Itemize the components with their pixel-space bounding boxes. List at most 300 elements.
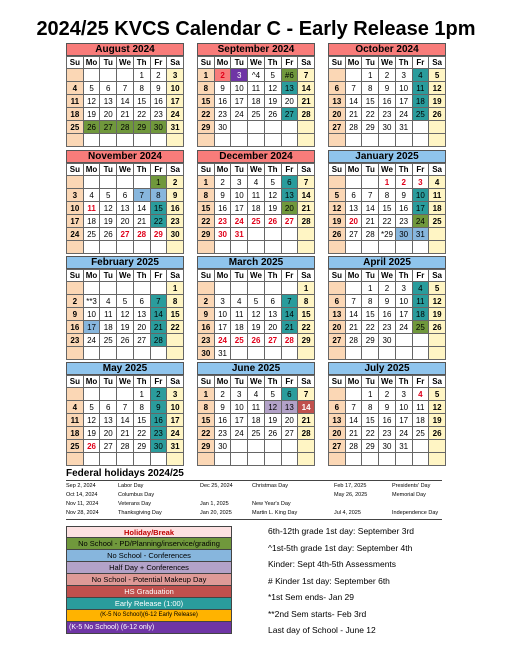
empty-day-cell bbox=[150, 453, 167, 466]
day-cell: 5 bbox=[100, 189, 117, 202]
day-cell: 10 bbox=[67, 202, 84, 215]
empty-day-cell bbox=[167, 241, 184, 254]
weekday-label: Mo bbox=[345, 270, 362, 282]
weekday-label: Th bbox=[133, 164, 150, 176]
day-cell: 7 bbox=[298, 69, 315, 82]
weekday-label: Th bbox=[395, 57, 412, 69]
day-cell: 14 bbox=[345, 308, 362, 321]
legend-item: Early Release (1:00) bbox=[66, 598, 232, 610]
day-cell: 13 bbox=[100, 95, 117, 108]
weekday-label: Su bbox=[329, 164, 346, 176]
empty-day-cell bbox=[345, 347, 362, 360]
day-cell: 12 bbox=[83, 95, 100, 108]
empty-day-cell bbox=[248, 453, 265, 466]
day-cell: 21 bbox=[117, 427, 134, 440]
day-cell: 15 bbox=[133, 95, 150, 108]
day-cell: 6 bbox=[100, 401, 117, 414]
weekday-label: Fr bbox=[150, 57, 167, 69]
month-calendar bbox=[66, 150, 184, 254]
weekday-label: Mo bbox=[214, 376, 231, 388]
day-cell: 4 bbox=[83, 189, 100, 202]
day-cell: 16 bbox=[395, 202, 412, 215]
day-cell: 10 bbox=[167, 82, 184, 95]
day-cell: 1 bbox=[198, 69, 215, 82]
empty-day-cell bbox=[83, 176, 100, 189]
empty-day-cell bbox=[67, 134, 84, 147]
holiday-name: Thanksgiving Day bbox=[118, 510, 162, 516]
day-cell: 10 bbox=[231, 401, 248, 414]
empty-day-cell bbox=[198, 241, 215, 254]
empty-day-cell bbox=[429, 440, 446, 453]
day-cell: 11 bbox=[248, 189, 265, 202]
day-cell: 25 bbox=[248, 427, 265, 440]
day-cell: 27 bbox=[329, 440, 346, 453]
day-cell: 24 bbox=[214, 334, 231, 347]
day-cell: 21 bbox=[362, 215, 379, 228]
day-cell: 7 bbox=[281, 295, 298, 308]
holiday-date: Nov 11, 2024 bbox=[66, 501, 99, 507]
empty-day-cell bbox=[362, 134, 379, 147]
empty-day-cell bbox=[231, 241, 248, 254]
day-cell: 26 bbox=[264, 427, 281, 440]
empty-day-cell bbox=[100, 134, 117, 147]
day-cell: 2 bbox=[395, 176, 412, 189]
weekday-label: Su bbox=[198, 164, 215, 176]
empty-day-cell bbox=[100, 241, 117, 254]
federal-divider bbox=[66, 480, 442, 481]
day-cell: 12 bbox=[264, 82, 281, 95]
day-cell: 3 bbox=[412, 176, 429, 189]
day-cell: 21 bbox=[345, 321, 362, 334]
day-cell: 30 bbox=[214, 121, 231, 134]
holiday-date: Jan 1, 2025 bbox=[200, 501, 229, 507]
day-cell: 7 bbox=[362, 189, 379, 202]
weekday-label: Tu bbox=[362, 57, 379, 69]
weekday-label: Tu bbox=[362, 270, 379, 282]
day-cell: 19 bbox=[429, 308, 446, 321]
day-cell: 10 bbox=[231, 189, 248, 202]
day-cell: 31 bbox=[395, 440, 412, 453]
weekday-label: Sa bbox=[167, 164, 184, 176]
empty-day-cell bbox=[150, 282, 167, 295]
day-cell: 7 bbox=[117, 82, 134, 95]
note-line: 6th-12th grade 1st day: September 3rd bbox=[268, 526, 415, 536]
day-cell: 7 bbox=[345, 82, 362, 95]
day-cell: 9 bbox=[150, 401, 167, 414]
empty-day-cell bbox=[100, 388, 117, 401]
empty-day-cell bbox=[298, 440, 315, 453]
empty-day-cell bbox=[264, 347, 281, 360]
day-cell: 26 bbox=[264, 215, 281, 228]
day-cell: 10 bbox=[83, 308, 100, 321]
day-cell: 4 bbox=[231, 295, 248, 308]
day-cell: 1 bbox=[150, 176, 167, 189]
day-cell: 19 bbox=[83, 108, 100, 121]
day-cell: 28 bbox=[345, 334, 362, 347]
day-cell: 30 bbox=[150, 121, 167, 134]
day-cell: 6 bbox=[281, 388, 298, 401]
day-cell: 10 bbox=[395, 401, 412, 414]
day-cell: 12 bbox=[83, 414, 100, 427]
day-cell: 15 bbox=[133, 414, 150, 427]
legend-item: No School - Conferences bbox=[66, 550, 232, 562]
day-cell: 9 bbox=[379, 295, 396, 308]
legend bbox=[66, 526, 232, 634]
day-cell: 10 bbox=[214, 308, 231, 321]
day-cell: 23 bbox=[379, 427, 396, 440]
day-cell: 7 bbox=[117, 401, 134, 414]
weekday-label: Sa bbox=[167, 270, 184, 282]
day-cell: 19 bbox=[100, 215, 117, 228]
weekday-label: We bbox=[379, 164, 396, 176]
day-cell: 22 bbox=[362, 427, 379, 440]
day-cell: 11 bbox=[67, 95, 84, 108]
day-cell: 5 bbox=[117, 295, 134, 308]
empty-day-cell bbox=[412, 334, 429, 347]
day-cell: 17 bbox=[231, 95, 248, 108]
day-cell: 4 bbox=[412, 388, 429, 401]
weekday-label: Mo bbox=[83, 376, 100, 388]
day-cell: 2 bbox=[198, 295, 215, 308]
day-cell: 7 bbox=[298, 176, 315, 189]
day-cell: 15 bbox=[379, 202, 396, 215]
day-cell: 5 bbox=[83, 82, 100, 95]
empty-day-cell bbox=[100, 176, 117, 189]
day-cell: 29 bbox=[133, 121, 150, 134]
day-cell: 26 bbox=[117, 334, 134, 347]
empty-day-cell bbox=[167, 453, 184, 466]
day-cell: 6 bbox=[133, 295, 150, 308]
day-cell: 6 bbox=[264, 295, 281, 308]
day-cell: 1 bbox=[167, 282, 184, 295]
day-cell: 20 bbox=[281, 414, 298, 427]
day-cell: 8 bbox=[298, 295, 315, 308]
empty-day-cell bbox=[395, 453, 412, 466]
empty-day-cell bbox=[429, 241, 446, 254]
empty-day-cell bbox=[264, 228, 281, 241]
day-cell: 10 bbox=[395, 295, 412, 308]
day-cell: 31 bbox=[412, 228, 429, 241]
day-cell: 27 bbox=[281, 427, 298, 440]
day-cell: 13 bbox=[329, 308, 346, 321]
day-cell: 28 bbox=[281, 334, 298, 347]
day-cell: 30 bbox=[214, 228, 231, 241]
empty-day-cell bbox=[133, 134, 150, 147]
day-cell: 29 bbox=[150, 228, 167, 241]
day-cell: 14 bbox=[298, 189, 315, 202]
day-cell: 30 bbox=[167, 228, 184, 241]
weekday-label: Sa bbox=[298, 270, 315, 282]
month-calendar bbox=[66, 43, 184, 147]
day-cell: 6 bbox=[117, 189, 134, 202]
day-cell: 20 bbox=[281, 202, 298, 215]
day-cell: 18 bbox=[248, 95, 265, 108]
day-cell: 30 bbox=[150, 440, 167, 453]
empty-day-cell bbox=[379, 241, 396, 254]
day-cell: 25 bbox=[248, 215, 265, 228]
weekday-label: We bbox=[117, 270, 134, 282]
day-cell: 16 bbox=[214, 202, 231, 215]
weekday-label: Su bbox=[329, 57, 346, 69]
day-cell: 16 bbox=[379, 414, 396, 427]
day-cell: 21 bbox=[345, 427, 362, 440]
empty-day-cell bbox=[329, 241, 346, 254]
month-calendar bbox=[197, 362, 315, 466]
empty-day-cell bbox=[117, 241, 134, 254]
day-cell: 23 bbox=[379, 108, 396, 121]
empty-day-cell bbox=[281, 453, 298, 466]
day-cell: 7 bbox=[298, 388, 315, 401]
day-cell: 16 bbox=[150, 414, 167, 427]
day-cell: 14 bbox=[298, 82, 315, 95]
weekday-label: Mo bbox=[214, 57, 231, 69]
day-cell: 18 bbox=[67, 108, 84, 121]
empty-day-cell bbox=[429, 453, 446, 466]
day-cell: 15 bbox=[198, 414, 215, 427]
day-cell: 13 bbox=[329, 95, 346, 108]
weekday-label: Th bbox=[264, 376, 281, 388]
day-cell: 10 bbox=[167, 401, 184, 414]
day-cell: 29 bbox=[362, 334, 379, 347]
day-cell: 24 bbox=[231, 427, 248, 440]
day-cell: 22 bbox=[362, 108, 379, 121]
day-cell: 31 bbox=[167, 440, 184, 453]
day-cell: **3 bbox=[83, 295, 100, 308]
weekday-label: Th bbox=[395, 270, 412, 282]
weekday-label: Mo bbox=[345, 57, 362, 69]
empty-day-cell bbox=[379, 134, 396, 147]
month-calendar bbox=[328, 362, 446, 466]
federal-holiday-row bbox=[66, 492, 442, 501]
weekday-label: Fr bbox=[150, 270, 167, 282]
day-cell: 5 bbox=[329, 189, 346, 202]
empty-day-cell bbox=[248, 134, 265, 147]
weekday-label: Su bbox=[67, 57, 84, 69]
weekday-label: Mo bbox=[214, 164, 231, 176]
weekday-label: We bbox=[248, 57, 265, 69]
day-cell: 17 bbox=[231, 202, 248, 215]
empty-day-cell bbox=[117, 134, 134, 147]
empty-day-cell bbox=[248, 282, 265, 295]
day-cell: 11 bbox=[100, 308, 117, 321]
empty-day-cell bbox=[231, 134, 248, 147]
empty-day-cell bbox=[429, 121, 446, 134]
empty-day-cell bbox=[329, 282, 346, 295]
day-cell: 11 bbox=[412, 401, 429, 414]
weekday-label: Mo bbox=[345, 164, 362, 176]
day-cell: 26 bbox=[264, 108, 281, 121]
day-cell: 30 bbox=[379, 334, 396, 347]
day-cell: 9 bbox=[150, 82, 167, 95]
weekday-label: Tu bbox=[231, 270, 248, 282]
empty-day-cell bbox=[329, 134, 346, 147]
day-cell: 23 bbox=[395, 215, 412, 228]
weekday-label: Sa bbox=[298, 164, 315, 176]
weekday-label: Sa bbox=[167, 376, 184, 388]
day-cell: 3 bbox=[395, 388, 412, 401]
day-cell: 26 bbox=[429, 427, 446, 440]
empty-day-cell bbox=[281, 440, 298, 453]
legend-item: Holiday/Break bbox=[66, 526, 232, 538]
day-cell: 9 bbox=[379, 82, 396, 95]
day-cell: 28 bbox=[298, 427, 315, 440]
day-cell: 6 bbox=[100, 82, 117, 95]
day-cell: 22 bbox=[198, 427, 215, 440]
month-title: November 2024 bbox=[66, 150, 184, 163]
day-cell: 12 bbox=[117, 308, 134, 321]
holiday-date: Dec 25, 2024 bbox=[200, 483, 233, 489]
empty-day-cell bbox=[83, 347, 100, 360]
month-title: August 2024 bbox=[66, 43, 184, 56]
day-cell: 25 bbox=[429, 215, 446, 228]
day-cell: 30 bbox=[379, 440, 396, 453]
day-cell: 27 bbox=[329, 121, 346, 134]
legend-item: No School - PD/Planning/inservice/grading bbox=[66, 538, 232, 550]
day-cell: 26 bbox=[100, 228, 117, 241]
day-cell: 9 bbox=[379, 401, 396, 414]
day-cell: 17 bbox=[167, 414, 184, 427]
day-cell: 2 bbox=[67, 295, 84, 308]
day-cell: 7 bbox=[150, 295, 167, 308]
empty-day-cell bbox=[150, 241, 167, 254]
day-cell: 24 bbox=[395, 321, 412, 334]
day-cell: 4 bbox=[412, 69, 429, 82]
day-cell: 1 bbox=[198, 388, 215, 401]
holiday-name: New Year's Day bbox=[252, 501, 291, 507]
empty-day-cell bbox=[345, 241, 362, 254]
day-cell: 16 bbox=[379, 308, 396, 321]
empty-day-cell bbox=[281, 134, 298, 147]
empty-day-cell bbox=[133, 453, 150, 466]
empty-day-cell bbox=[412, 440, 429, 453]
day-cell: 27 bbox=[281, 108, 298, 121]
day-cell: 14 bbox=[345, 95, 362, 108]
weekday-label: Th bbox=[264, 57, 281, 69]
day-cell: 21 bbox=[298, 414, 315, 427]
empty-day-cell bbox=[362, 347, 379, 360]
weekday-label: Th bbox=[133, 376, 150, 388]
day-cell: 20 bbox=[100, 427, 117, 440]
empty-day-cell bbox=[214, 241, 231, 254]
day-cell: 23 bbox=[167, 215, 184, 228]
empty-day-cell bbox=[395, 334, 412, 347]
notes-list bbox=[268, 524, 508, 640]
day-cell: 28 bbox=[150, 334, 167, 347]
day-cell: 12 bbox=[329, 202, 346, 215]
day-cell: *29 bbox=[379, 228, 396, 241]
weekday-label: Tu bbox=[100, 164, 117, 176]
day-cell: 2 bbox=[150, 388, 167, 401]
empty-day-cell bbox=[198, 453, 215, 466]
day-cell: 26 bbox=[329, 228, 346, 241]
day-cell: 24 bbox=[231, 108, 248, 121]
weekday-label: Sa bbox=[429, 57, 446, 69]
day-cell: 22 bbox=[133, 108, 150, 121]
day-cell: 14 bbox=[298, 401, 315, 414]
day-cell: 31 bbox=[231, 228, 248, 241]
month-title: July 2025 bbox=[328, 362, 446, 375]
holiday-date: May 26, 2025 bbox=[334, 492, 368, 498]
day-cell: 8 bbox=[133, 82, 150, 95]
day-cell: 16 bbox=[379, 95, 396, 108]
empty-day-cell bbox=[264, 440, 281, 453]
day-cell: 16 bbox=[198, 321, 215, 334]
day-cell: 9 bbox=[198, 308, 215, 321]
empty-day-cell bbox=[329, 176, 346, 189]
weekday-label: We bbox=[248, 164, 265, 176]
empty-day-cell bbox=[281, 121, 298, 134]
day-cell: 11 bbox=[67, 414, 84, 427]
empty-day-cell bbox=[167, 334, 184, 347]
day-cell: 25 bbox=[100, 334, 117, 347]
day-cell: 22 bbox=[379, 215, 396, 228]
day-cell: 25 bbox=[83, 228, 100, 241]
month-calendar bbox=[197, 43, 315, 147]
day-cell: 18 bbox=[100, 321, 117, 334]
month-calendar bbox=[197, 150, 315, 254]
day-cell: 11 bbox=[412, 295, 429, 308]
weekday-label: Tu bbox=[100, 376, 117, 388]
weekday-label: We bbox=[117, 164, 134, 176]
weekday-label: Th bbox=[395, 376, 412, 388]
day-cell: 17 bbox=[83, 321, 100, 334]
empty-day-cell bbox=[67, 176, 84, 189]
empty-day-cell bbox=[133, 176, 150, 189]
day-cell: 23 bbox=[214, 215, 231, 228]
day-cell: 5 bbox=[429, 388, 446, 401]
day-cell: 13 bbox=[281, 82, 298, 95]
day-cell: 11 bbox=[231, 308, 248, 321]
day-cell: 18 bbox=[67, 427, 84, 440]
empty-day-cell bbox=[133, 241, 150, 254]
day-cell: 11 bbox=[248, 401, 265, 414]
day-cell: 1 bbox=[298, 282, 315, 295]
empty-day-cell bbox=[248, 121, 265, 134]
day-cell: 26 bbox=[83, 440, 100, 453]
day-cell: 1 bbox=[362, 282, 379, 295]
day-cell: 2 bbox=[167, 176, 184, 189]
weekday-label: Mo bbox=[83, 270, 100, 282]
day-cell: 1 bbox=[133, 69, 150, 82]
day-cell: 2 bbox=[379, 69, 396, 82]
empty-day-cell bbox=[395, 241, 412, 254]
day-cell: 13 bbox=[264, 308, 281, 321]
month-calendar bbox=[197, 256, 315, 360]
empty-day-cell bbox=[362, 241, 379, 254]
holiday-name: Christmas Day bbox=[252, 483, 289, 489]
day-cell: 3 bbox=[67, 189, 84, 202]
weekday-label: Su bbox=[67, 376, 84, 388]
day-cell: 21 bbox=[117, 108, 134, 121]
day-cell: 12 bbox=[248, 308, 265, 321]
day-cell: 21 bbox=[133, 215, 150, 228]
empty-day-cell bbox=[150, 347, 167, 360]
day-cell: 17 bbox=[395, 308, 412, 321]
empty-day-cell bbox=[345, 69, 362, 82]
weekday-label: Su bbox=[67, 270, 84, 282]
day-cell: 5 bbox=[264, 176, 281, 189]
empty-day-cell bbox=[298, 453, 315, 466]
day-cell: 26 bbox=[248, 334, 265, 347]
day-cell: 29 bbox=[198, 121, 215, 134]
holiday-date: Sep 2, 2024 bbox=[66, 483, 96, 489]
day-cell: 9 bbox=[167, 189, 184, 202]
day-cell: 23 bbox=[150, 108, 167, 121]
day-cell: 24 bbox=[231, 215, 248, 228]
day-cell: 30 bbox=[214, 440, 231, 453]
empty-day-cell bbox=[150, 134, 167, 147]
day-cell: 14 bbox=[117, 414, 134, 427]
